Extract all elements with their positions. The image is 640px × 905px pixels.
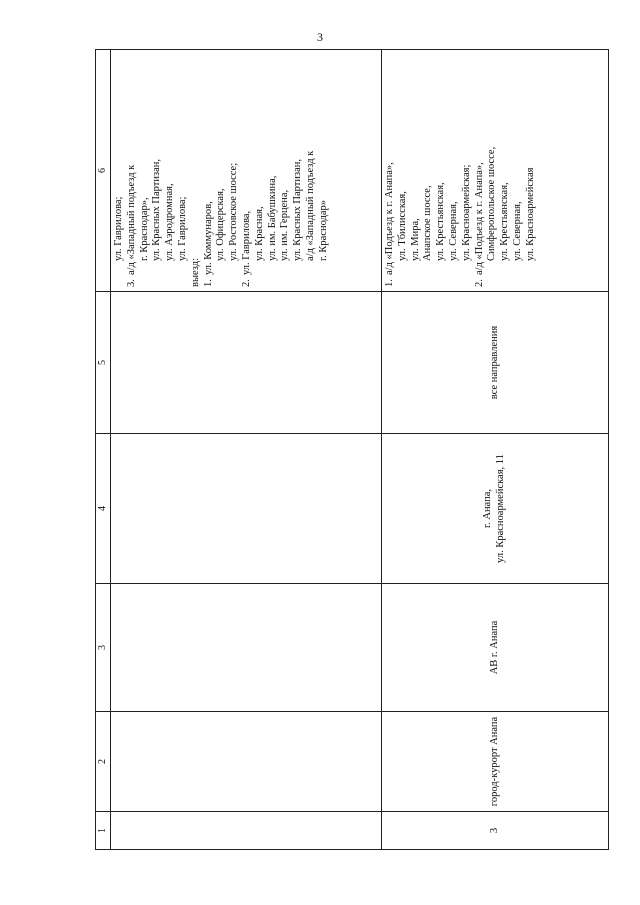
cell-empty (111, 434, 382, 584)
route-line-text: ул. им. Герцена, (279, 189, 291, 261)
page-number: 3 (317, 30, 323, 44)
header-row (96, 50, 111, 850)
directions-cell: все направления (382, 292, 609, 434)
route-line-text: ул. Гаврилова; (176, 196, 188, 261)
route-line-text: ул. Северная, (511, 201, 523, 261)
route-line (410, 54, 423, 287)
route-line-number: 1. (384, 279, 395, 287)
route-line-text: выезд: (189, 257, 201, 287)
route-line-text: г. Краснодар» (317, 199, 329, 261)
route-line-text: а/д «Подъезд к г. Анапа», (384, 162, 395, 275)
route-line-text: ул. Красноармейская; (460, 164, 472, 261)
route-line-text: ул. Офицерская, (215, 188, 227, 261)
cell-empty (111, 584, 382, 712)
route-line (190, 54, 203, 287)
address-cell (382, 434, 609, 584)
route-line-text: г. Краснодар», (138, 197, 150, 261)
route-line (474, 54, 487, 287)
route-line (448, 54, 461, 287)
route-line-text: а/д «Западный подъезд к (304, 150, 316, 261)
route-line (267, 54, 280, 287)
header-col-6: 6 (96, 50, 111, 292)
route-line (126, 54, 139, 287)
header-col-3: 3 (96, 584, 111, 712)
route-line-text: Анапское шоссе, (422, 185, 434, 261)
table-row (382, 50, 609, 850)
route-line-text: ул. Северная, (447, 201, 459, 261)
route-line-number: 2. (240, 279, 252, 287)
route-line (279, 54, 292, 287)
route-line (139, 54, 152, 287)
municipality-cell: город-курорт Анапа (382, 712, 609, 812)
route-line (486, 54, 499, 287)
route-line-text: ул. Ростовское шоссе; (228, 162, 240, 261)
rotated-table (95, 50, 605, 850)
route-table (95, 49, 609, 850)
route-line (241, 54, 254, 287)
route-line (525, 54, 538, 287)
route-line-number: 3. (125, 279, 137, 287)
table-row-continued (111, 50, 382, 850)
route-line-text: ул. Красных Партизан, (151, 158, 163, 261)
route-line (305, 54, 318, 287)
route-line (292, 54, 305, 287)
header-col-4: 4 (96, 434, 111, 584)
route-table-container (95, 50, 605, 850)
route-line (215, 54, 228, 287)
route-line-text: ул. Красная, (253, 206, 265, 261)
route-description-cell (382, 50, 609, 292)
route-line-text: ул. Коммунаров, (202, 201, 214, 275)
route-description-cell (111, 50, 382, 292)
route-line (254, 54, 267, 287)
cell-empty (111, 812, 382, 850)
route-line (512, 54, 525, 287)
route-line-text: ул. Тбилисская, (396, 191, 408, 261)
station-cell: АВ г. Анапа (382, 584, 609, 712)
route-line (113, 54, 126, 287)
header-col-1: 1 (96, 812, 111, 850)
route-line-text: ул. Гаврилова, (240, 210, 252, 275)
route-line-number: 1. (202, 279, 214, 287)
route-line-text: а/д «Подъезд к г. Анапа», (473, 162, 485, 275)
route-line-text: ул. Крестьянская, (435, 182, 447, 261)
route-line-text: Симферопольское шоссе, (486, 146, 498, 261)
cell-empty (111, 292, 382, 434)
route-line (422, 54, 435, 287)
route-line-text: ул. Мира, (409, 218, 421, 261)
route-line-text: ул. Красных Партизан, (292, 158, 304, 261)
route-line-text: ул. Красноармейская (524, 167, 536, 261)
route-line (164, 54, 177, 287)
header-col-5: 5 (96, 292, 111, 434)
header-col-2: 2 (96, 712, 111, 812)
route-line-number: 2. (473, 279, 485, 287)
route-line (318, 54, 331, 287)
route-line (435, 54, 448, 287)
route-line-text: ул. Аэродромная, (164, 183, 176, 261)
cell-empty (111, 712, 382, 812)
route-line-text: а/д «Западный подъезд к (125, 164, 137, 275)
address-line-1: г. Анапа, (482, 489, 494, 529)
route-line (384, 54, 397, 287)
route-line-text: ул. Крестьянская, (499, 182, 511, 261)
route-line (397, 54, 410, 287)
route-line (461, 54, 474, 287)
route-line (228, 54, 241, 287)
route-line-text: ул. Гаврилова; (113, 196, 124, 261)
route-line-text: ул. им. Бабушкина, (266, 175, 278, 261)
route-line (151, 54, 164, 287)
route-line (203, 54, 216, 287)
row-number: 3 (382, 812, 609, 850)
address-line-2: ул. Красноармейская, 11 (495, 454, 506, 563)
route-line (499, 54, 512, 287)
route-line (177, 54, 190, 287)
